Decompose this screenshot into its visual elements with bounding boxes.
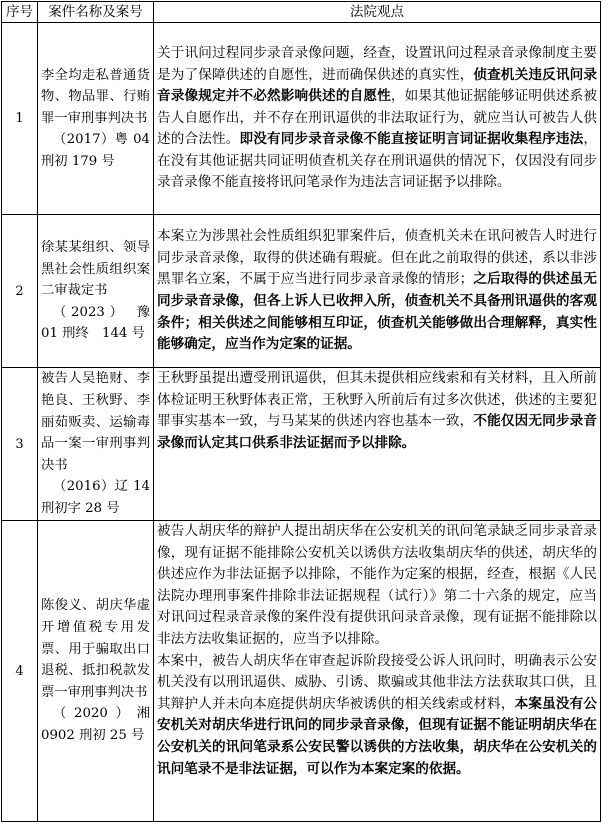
header-seq: 序号 <box>2 2 38 23</box>
case-name: 徐某某组织、领导黑社会性质组织案二审裁定书 <box>41 240 150 299</box>
court-opinion <box>154 23 601 215</box>
table-row <box>2 368 601 521</box>
case-name: 被告人吴艳财、李艳良、王秋野、李丽茹贩卖、运输毒品一案一审刑事判决书 <box>41 371 150 473</box>
opinion-text: 王秋野虽提出遭受刑讯逼供，但其未提供相应线索和有关材料，且入所前体检证明王秋野体表正常，王秋野入所前后有过多次供述，供述的主要犯罪事实基本一致，与马某某的供述内容也基本一致， <box>157 370 597 430</box>
court-opinion <box>154 368 601 521</box>
court-opinions-table <box>1 1 601 822</box>
case-name: 陈俊义、胡庆华虚开增值税专用发票、用于骗取出口退税、抵扣税款发票一审刑事判决书 <box>41 598 150 700</box>
opinion-paragraph <box>157 651 597 781</box>
opinion-text-bold: 之后取得的供述虽无同步录音录像，但各上诉人已收押入所，侦查机关不具备刑讯逼供的客观条件；相关供述之间能够相互印证，侦查机关能够做出合理解释，真实性能够确定，应当作为定案的证据。 <box>157 271 597 353</box>
court-opinion <box>154 521 601 822</box>
case-number: （2016）辽 14 刑初字 28 号 <box>41 479 150 516</box>
header-case: 案件名称及案号 <box>38 2 154 23</box>
case-cell <box>38 23 154 215</box>
opinion-text: 本案中，被告人胡庆华在审查起诉阶段接受公诉人讯问时，明确表示公安机关没有以刑讯逼供、威胁、引诱、欺骗或其他非法方法获取其口供，且其辩护人并未向本庭提供胡庆华被诱供的相关线索或材料， <box>157 652 597 712</box>
case-cell <box>38 215 164 368</box>
table-row <box>2 215 601 368</box>
case-cell <box>38 521 154 822</box>
row-number: 1 <box>2 23 38 215</box>
opinion-text: 关于讯问过程同步录音录像问题，经查，设置讯问过程录音录像制度主要是为了保障供述的自愿性，进而确保供述的真实性， <box>157 44 597 83</box>
opinion-paragraph <box>157 521 597 651</box>
header-opinion: 法院观点 <box>154 2 601 23</box>
row-number: 4 <box>2 521 38 822</box>
case-number: （2017）粤 04 刑初 179 号 <box>41 132 150 169</box>
case-cell <box>38 368 154 521</box>
table-header-row <box>2 2 601 23</box>
case-number: （2023） 豫 01 刑终 144 号 <box>41 304 164 342</box>
table-row <box>2 23 601 215</box>
court-opinion <box>154 215 601 368</box>
opinion-text: 被告人胡庆华的辩护人提出胡庆华在公安机关的讯问笔录缺乏同步录音录像，现有证据不能排除公安机关以诱供方法收集胡庆华的供述，胡庆华的供述应作为非法证据予以排除，不能作为定案的根据，经查，根据《人民法院办理刑事案件排除非法证据规程（试行）》第二十六条的规定，应当对讯问过程录音录像的案件没有提供讯问录音录像，现有证据不能排除以非法方法收集证据的，应当予以排除。 <box>157 523 597 647</box>
case-name: 李全均走私普通货物、物品罪、行贿罪一审刑事判决书 <box>41 67 150 126</box>
opinion-text-bold: 本案虽没有公安机关对胡庆华进行讯问的同步录音录像，但现有证据不能证明胡庆华在公安机关的讯问笔录系公安民警以诱供的方法收集，胡庆华在公安机关的讯问笔录不是非法证据，可以作为本案定案的依据。 <box>157 695 598 777</box>
opinion-text: ，如果其他证据能够证明供述系被告人自愿作出，并不存在刑讯逼供的非法取证行为，就应当认可被告人供述的合法性。 <box>157 88 598 148</box>
row-number: 2 <box>2 215 38 368</box>
opinion-text: ，在没有其他证据共同证明侦查机关存在刑讯逼供的情况下，仅因没有同步录音录像不能直接将讯问笔录作为违法言词证据予以排除。 <box>157 131 597 191</box>
case-number: （2020）湘 0902 刑初 25 号 <box>41 706 150 743</box>
opinion-text-bold: 侦查机关违反讯问录音录像规定并不必然影响供述的自愿性 <box>157 66 598 105</box>
opinion-text: 本案立为涉黑社会性质组织犯罪案件后，侦查机关未在讯问被告人时进行同步录音录像，取得的供述确有瑕疵。但在此之前取得的供述，系以非涉黑罪名立案，不属于应当进行同步录音录像的情形； <box>157 228 597 288</box>
table-row <box>2 521 601 822</box>
opinion-text-bold: 不能仅因无同步录音录像而认定其口供系非法证据而予以排除。 <box>157 413 598 451</box>
row-number: 3 <box>2 368 38 521</box>
opinion-text-bold: 即没有同步录音录像不能直接证明言词证据收集程序违法 <box>239 131 584 148</box>
